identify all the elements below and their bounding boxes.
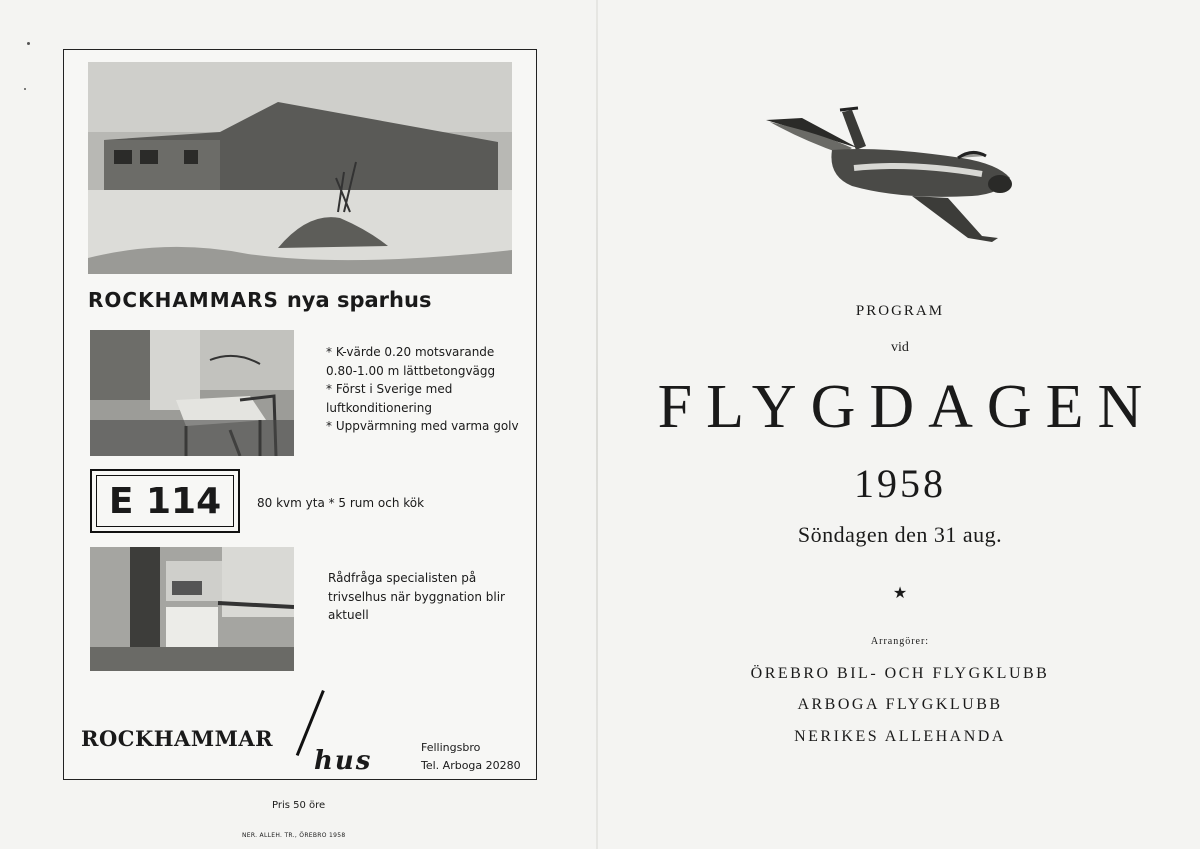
organizers-label: Arrangörer: bbox=[870, 636, 930, 647]
jet-airplane-illustration bbox=[762, 104, 1018, 244]
advertisement-panel bbox=[63, 49, 537, 780]
ad-headline bbox=[88, 288, 518, 312]
contact-info bbox=[421, 739, 521, 775]
advice-text: Rådfråga specialisten på trivselhus när byggnation blir aktuell bbox=[328, 571, 505, 622]
event-title: FLYGDAGEN bbox=[657, 373, 1157, 441]
brand-logo-sub: hus bbox=[314, 746, 373, 776]
phone: Tel. Arboga 20280 bbox=[421, 759, 521, 772]
event-year: 1958 bbox=[854, 461, 946, 506]
headline-caps: ROCKHAMMARS bbox=[88, 288, 279, 312]
feature-item: * K-värde 0.20 motsvarande 0.80-1.00 m lättbetongvägg bbox=[326, 345, 496, 378]
page-fold bbox=[596, 0, 598, 849]
event-date: Söndagen den 31 aug. bbox=[797, 522, 1003, 547]
organizer-item: NERIKES ALLEHANDA bbox=[794, 728, 1006, 745]
brand-logo: ROCKHAMMAR bbox=[81, 726, 274, 751]
model-label: E 114 bbox=[96, 475, 234, 527]
star-icon: ★ bbox=[892, 585, 908, 602]
feature-item: * Uppvärmning med varma golv bbox=[326, 419, 519, 433]
interior-dining-photo bbox=[90, 330, 294, 456]
organizer-item: ARBOGA FLYGKLUBB bbox=[797, 696, 1003, 713]
vid-label: vid bbox=[891, 340, 909, 355]
interior-kitchen-photo bbox=[90, 547, 294, 671]
price-label: Pris 50 öre bbox=[272, 800, 326, 811]
model-box bbox=[90, 469, 240, 533]
location: Fellingsbro bbox=[421, 741, 481, 754]
feature-list bbox=[326, 343, 526, 436]
organizer-item: ÖREBRO BIL- OCH FLYGKLUBB bbox=[750, 665, 1050, 682]
ink-speck bbox=[24, 88, 26, 90]
ink-speck bbox=[27, 42, 30, 45]
program-label: PROGRAM bbox=[855, 303, 945, 319]
headline-rest: nya sparhus bbox=[286, 288, 432, 312]
printer-imprint: NER. ALLEH. TR., ÖREBRO 1958 bbox=[242, 832, 346, 839]
feature-item: * Först i Sverige med luftkonditionering bbox=[326, 382, 453, 415]
size-line: 80 kvm yta * 5 rum och kök bbox=[257, 496, 425, 510]
house-exterior-photo bbox=[88, 62, 512, 274]
